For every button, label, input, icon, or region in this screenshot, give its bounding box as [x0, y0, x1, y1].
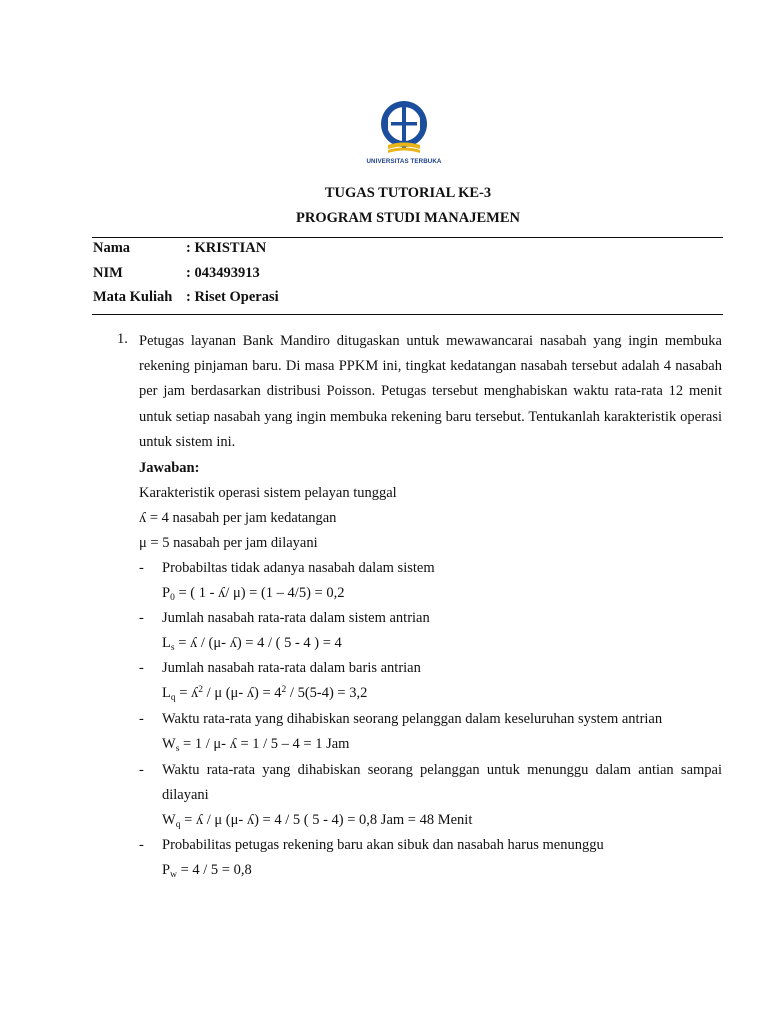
lambda-line: ʎ = 4 nasabah per jam kedatangan	[139, 510, 337, 526]
mu-line: μ = 5 nasabah per jam dilayani	[139, 535, 318, 551]
list-item-desc: Waktu rata-rata yang dihabiskan seorang pelanggan untuk menunggu dalam antian sampai dilayani	[162, 762, 722, 803]
formula-ls: $L_s$ = ʎ / (μ- ʎ) = 4 / ( 5 - 4 ) = 4	[162, 635, 342, 653]
list-item-desc: Probabilitas petugas rekening baru akan sibuk dan nasabah harus menunggu	[162, 837, 604, 853]
list-bullet: -	[139, 660, 144, 676]
list-item-desc: Probabiltas tidak adanya nasabah dalam sistem	[162, 560, 435, 576]
list-item-desc: Jumlah nasabah rata-rata dalam baris antrian	[162, 660, 421, 676]
formula-pw: $P_w = 4 / 5 = 0,8$	[162, 862, 252, 880]
course-label: Mata Kuliah	[93, 289, 173, 305]
name-label: Nama	[93, 240, 131, 256]
page-title: TUGAS TUTORIAL KE-3	[324, 185, 492, 201]
answer-intro: Karakteristik operasi sistem pelayan tunggal	[139, 485, 397, 501]
info-row-nim	[93, 265, 260, 282]
list-bullet: -	[139, 837, 144, 853]
formula-lq: $L_q$ = ʎ$^2$ / μ (μ- ʎ) = $4^2 / 5(5-4) = 3,2$	[162, 685, 368, 703]
question-text: Petugas layanan Bank Mandiro ditugaskan untuk mewawancarai nasabah yang ingin membuka rekening pinjaman baru. Di masa PPKM ini, tingkat kedatangan nasabah tersebut adalah 4 nasabah per jam berdasarkan distribusi Poisson. Petugas tersebut menghabiskan waktu rata-rata 12 menit untuk setiap nasabah yang ingin membuka rekening baru tersebut. Tentukanlah karakteristik operasi untuk sistem ini.	[139, 333, 722, 450]
nim-label: NIM	[93, 265, 123, 281]
list-bullet: -	[139, 711, 144, 727]
page-subtitle: PROGRAM STUDI MANAJEMEN	[296, 210, 520, 226]
list-bullet: -	[139, 610, 144, 626]
formula-ws: $W_s = 1 / \mu-$ ʎ = 1 / 5 – 4 = 1 Jam	[162, 736, 350, 754]
formula-p0: $P_0$ = ( 1 - ʎ/ μ) = (1 – 4/5) = 0,2	[162, 585, 345, 603]
name-value: : KRISTIAN	[186, 240, 267, 256]
nim-value: : 043493913	[186, 265, 260, 281]
course-value: : Riset Operasi	[186, 289, 279, 305]
logo-caption: UNIVERSITAS TERBUKA	[366, 158, 442, 165]
list-item-desc: Jumlah nasabah rata-rata dalam sistem antrian	[162, 610, 430, 626]
list-item-desc: Waktu rata-rata yang dihabiskan seorang pelanggan dalam keseluruhan system antrian	[162, 711, 663, 727]
formula-wq: $W_q$ = ʎ / μ (μ- ʎ) = 4 / 5 ( 5 - 4) = 0,8 Jam = 48 Menit	[162, 812, 473, 830]
list-bullet: -	[139, 762, 144, 778]
bottom-divider	[92, 314, 723, 315]
answer-heading: Jawaban:	[139, 460, 200, 476]
top-divider	[92, 237, 723, 238]
university-emblem-icon	[378, 100, 430, 156]
list-bullet: -	[139, 560, 144, 576]
info-row-course	[93, 289, 279, 306]
info-row-name	[93, 240, 266, 257]
universitas-terbuka-logo	[360, 100, 448, 172]
question-number: 1.	[117, 331, 128, 347]
